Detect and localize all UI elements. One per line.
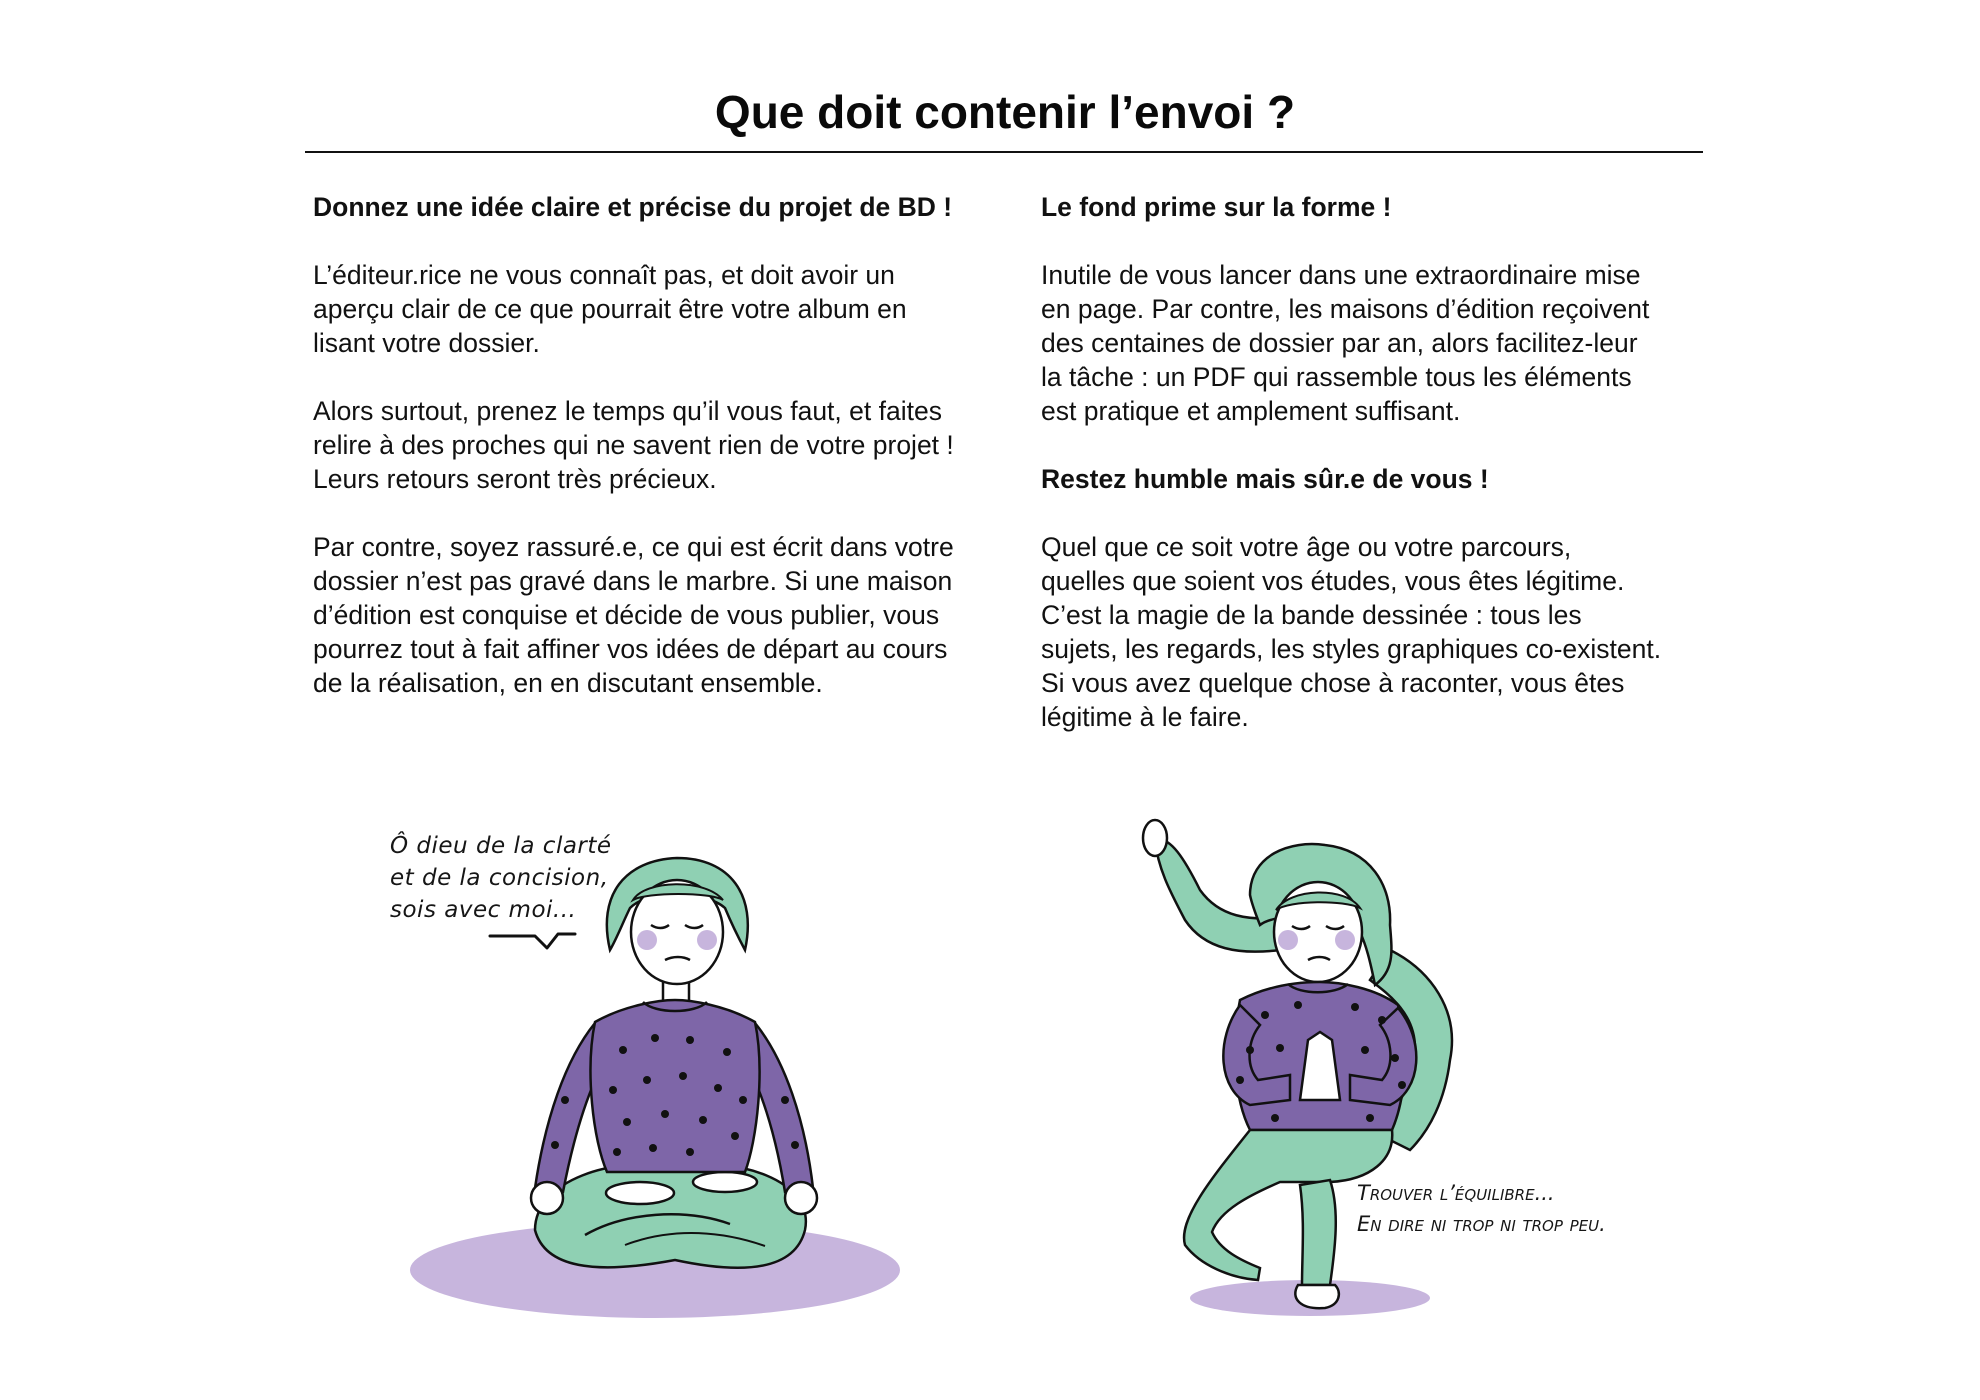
crossed-legs: [535, 1165, 806, 1268]
left-paragraph-3: Par contre, soyez rassuré.e, ce qui est écrit dans votre dossier n’est pas gravé dans le marbre. Si une maison d’édition est conquise et décide de vous publier, vous pourrez tout à fait affiner vos idées de départ au cours de la réalisation, en en discutant ensemble.: [313, 532, 954, 698]
left-paragraph-1: L’éditeur.rice ne vous connaît pas, et doit avoir un aperçu clair de ce que pourrait être votre album en lisant votre dossier.: [313, 260, 907, 358]
balancing-woman-illustration: [1130, 800, 1700, 1330]
standing-leg: [1300, 1180, 1336, 1285]
left-column: [313, 190, 1013, 734]
right-heading-2: Restez humble mais sûr.e de vous !: [1041, 464, 1489, 494]
page-title: Que doit contenir l’envoi ?: [714, 86, 1296, 138]
torso: [591, 1000, 760, 1172]
left-heading: Donnez une idée claire et précise du projet de BD !: [313, 192, 953, 222]
title-divider: [305, 151, 1703, 153]
right-paragraph-1: Inutile de vous lancer dans une extraordinaire mise en page. Par contre, les maisons d’édition reçoivent des centaines de dossier par an, alors facilitez-leur la tâche : un PDF qui rassemble tous les éléments est pratique et amplement suffisant.: [1041, 260, 1650, 426]
balance-caption: Trouver l’équilibre... En dire ni trop ni trop peu.: [1357, 1181, 1606, 1236]
right-heading-1: Le fond prime sur la forme !: [1041, 192, 1392, 222]
right-column: [1041, 190, 1731, 768]
speech-tail: [490, 934, 575, 948]
speech-bubble-text: Ô dieu de la clarté et de la concision, sois avec moi...: [390, 833, 612, 923]
left-paragraph-2: Alors surtout, prenez le temps qu’il vous faut, et faites relire à des proches qui ne savent rien de votre projet ! Leurs retours seront très précieux.: [313, 396, 954, 494]
right-paragraph-2: Quel que ce soit votre âge ou votre parcours, quelles que soient vos études, vous êtes légitime. C’est la magie de la bande dessinée : tous les sujets, les regards, les styles graphiques co-existent. Si vous avez quelque chose à raconter, vous êtes légitime à le faire.: [1041, 532, 1662, 732]
